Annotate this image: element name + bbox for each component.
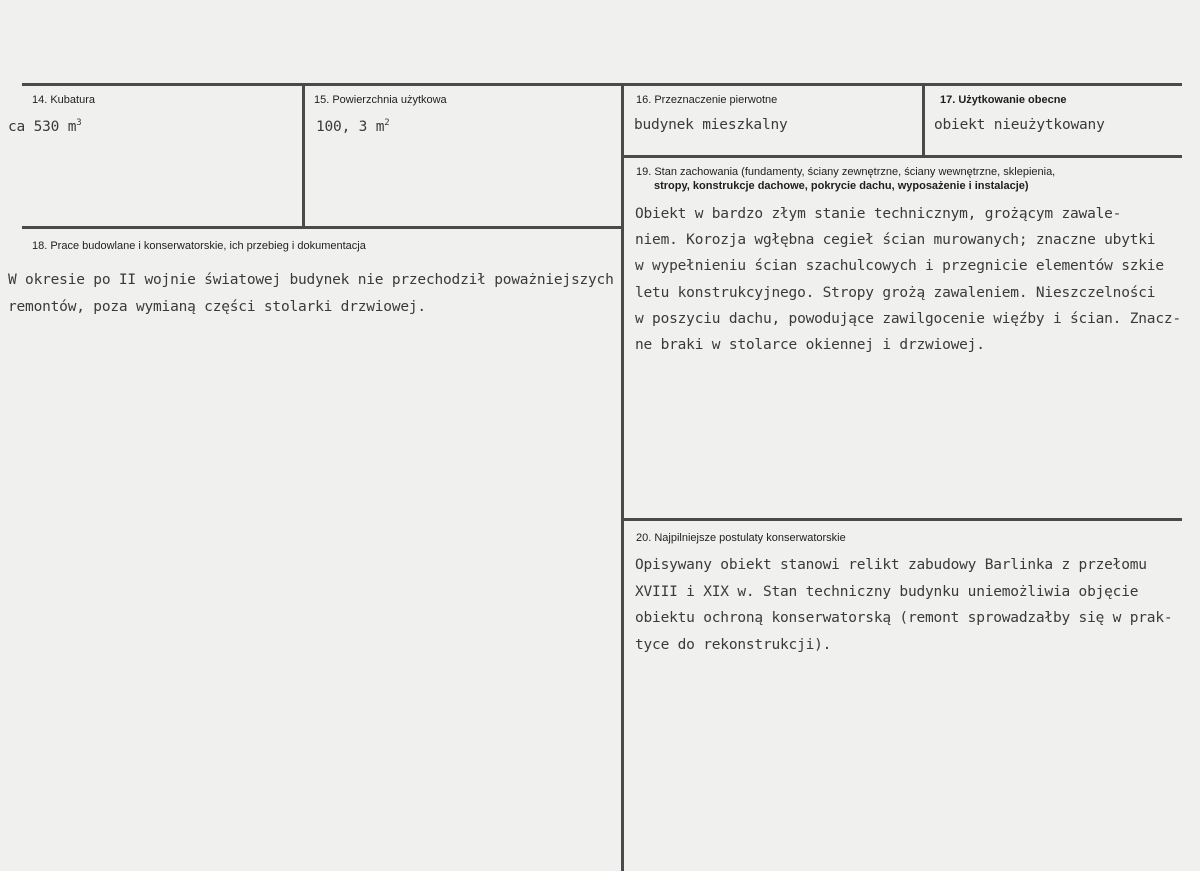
field-19-line: letu konstrukcyjnego. Stropy grożą zawaleniem. Nieszczelności: [635, 284, 1156, 301]
field-19-line: niem. Korozja wgłębna cegieł ścian murowanych; znaczne ubytki: [635, 232, 1156, 249]
field-19-line: w wypełnieniu ścian szachulcowych i przegnicie elementów szkie: [635, 258, 1164, 275]
divider-14-15: [302, 83, 305, 228]
field-20-line: XVIII i XIX w. Stan techniczny budynku uniemożliwia objęcie: [635, 583, 1139, 600]
field-14-unit-exponent: 3: [76, 118, 82, 129]
rule-above-19: [621, 155, 1182, 158]
field-15-unit-exponent: 2: [384, 118, 390, 129]
field-18-line: W okresie po II wojnie światowej budynek nie przechodził poważniejszych: [8, 272, 614, 288]
field-20-label: 20. Najpilniejsze postulaty konserwatorskie: [636, 532, 846, 544]
divider-center: [621, 83, 624, 871]
field-18-text: [8, 267, 614, 321]
rule-above-20: [621, 518, 1182, 521]
field-18-label: 18. Prace budowlane i konserwatorskie, ich przebieg i dokumentacja: [32, 240, 366, 252]
field-20-line: obiektu ochroną konserwatorską (remont sprowadzałby się w prak-: [635, 610, 1173, 626]
field-19-line: w poszyciu dachu, powodujące zawilgocenie więźby i ścian. Znacz-: [635, 310, 1181, 327]
field-14-value: ca 530 $m^3$: [8, 118, 82, 135]
field-16-label: 16. Przeznaczenie pierwotne: [636, 94, 778, 106]
field-19-label-cont: stropy, konstrukcje dachowe, pokrycie dachu, wyposażenie i instalacje): [654, 180, 1029, 192]
field-19-text: [635, 201, 1181, 358]
divider-16-17: [922, 83, 925, 155]
field-20-text: [635, 552, 1172, 658]
field-17-value: obiekt nieużytkowany: [934, 117, 1105, 133]
rule-above-18: [22, 226, 624, 229]
field-20-line: Opisywany obiekt stanowi relikt zabudowy Barlinka z przełomu: [635, 557, 1147, 573]
field-19-label: 19. Stan zachowania (fundamenty, ściany zewnętrzne, ściany wewnętrzne, sklepienia,: [636, 166, 1056, 178]
field-20-line: tyce do rekonstrukcji).: [635, 636, 832, 653]
field-16-value: budynek mieszkalny: [634, 117, 788, 133]
top-rule: [22, 83, 1182, 86]
field-19-line: Obiekt w bardzo złym stanie technicznym, grożącym zawale-: [635, 206, 1122, 222]
field-15-value: 100, 3 $m^2$: [316, 118, 390, 135]
field-15-label: 15. Powierzchnia użytkowa: [314, 94, 447, 106]
field-18-line: remontów, poza wymianą części stolarki drzwiowej.: [8, 299, 426, 315]
field-14-label: 14. Kubatura: [32, 94, 95, 106]
field-19-line: ne braki w stolarce okiennej i drzwiowej.: [635, 337, 985, 354]
field-17-label: 17. Użytkowanie obecne: [940, 94, 1067, 106]
